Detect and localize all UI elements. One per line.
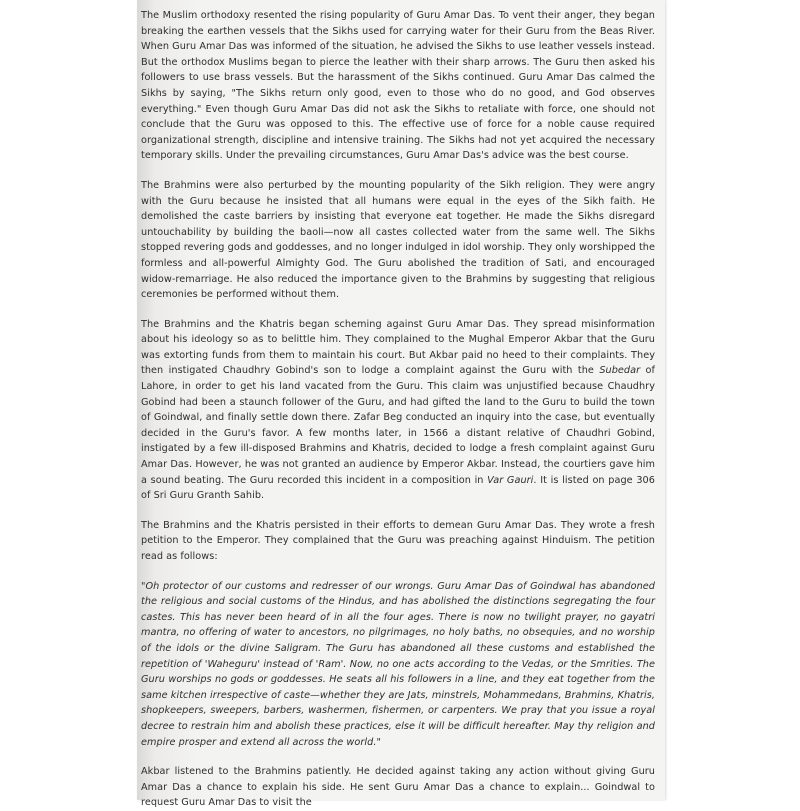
paragraph-brahmins-perturbed: The Brahmins were also perturbed by the mounting popularity of the Sikh religion. They were angry with the Guru because he insisted that all humans were equal in the eyes of the Sikh faith. He demolished the caste barriers by insisting that everyone eat together. He made the Sikhs disregard untouchability by building the baoli—now all castes collected water from the same well. The Sikhs stopped revering gods and goddesses, and no longer indulged in idol worship. They only worshipped the formless and all-powerful Almighty God. The Guru abolished the tradition of Sati, and encouraged widow-remarriage. He also reduced the importance given to the Brahmins by suggesting that religious ceremonies be performed without them. xyxy=(141,179,655,301)
text-run: The Brahmins and the Khatris began scheming against Guru Amar Das. They spread misinformation about his ideology so as to belittle him. They complained to the Mughal Emperor Akbar that the Guru was extorting funds from them to maintain his court. But Akbar paid no heed to their complaints. They then instigated Chaudhry Gobind's son to lodge a complaint against the Guru with the xyxy=(141,318,655,377)
page-text xyxy=(141,8,655,811)
paragraph-brahmins-khatris-scheming xyxy=(141,317,655,504)
paragraph-petition-intro: The Brahmins and the Khatris persisted in their efforts to demean Guru Amar Das. They wrote a fresh petition to the Emperor. They complained that the Guru was preaching against Hinduism. The petition read as follows: xyxy=(141,519,655,562)
paragraph-akbar-listened: Akbar listened to the Brahmins patiently. He decided against taking any action without giving Guru Amar Das a chance to explain his side. He sent Guru Amar Das a chance to explain... Goindwal to request Guru Amar Das to visit the xyxy=(141,766,655,809)
background xyxy=(0,0,137,800)
text-run: of Lahore, in order to get his land vacated from the Guru. This claim was unjustified because Chaudhry Gobind had been a staunch follower of the Guru, and had gifted the land to the Guru to build the town of Goindwal, and finally settle down there. Zafar Beg conducted an inquiry into the case, but eventually decided in the Guru's favor. A few months later, in 1566 a distant relative of Chaudhri Gobind, instigated by a few ill-disposed Brahmins and Khatris, decided to lodge a fresh complaint against Guru Amar Das. However, he was not granted an audience by Emperor Akbar. Instead, the courtiers gave him a sound beating. The Guru recorded this incident in a composition in xyxy=(141,365,655,486)
book-page xyxy=(137,0,665,809)
term-var-gauri: Var Gauri xyxy=(487,474,534,486)
text-run: . It is listed on page 306 of Sri Guru Granth Sahib. xyxy=(141,474,655,502)
term-subedar: Subedar xyxy=(599,365,641,377)
paragraph-muslim-orthodoxy: The Muslim orthodoxy resented the rising popularity of Guru Amar Das. To vent their anger, they began breaking the earthen vessels that the Sikhs used for carrying water for their Guru from the Beas River. When Guru Amar Das was informed of the situation, he advised the Sikhs to use leather vessels instead. But the orthodox Muslims began to pierce the leather with their sharp arrows. The Guru then asked his followers to use brass vessels. But the harassment of the Sikhs continued. Guru Amar Das calmed the Sikhs by saying, "The Sikhs return only good, even to those who do no good, and God observes everything." Even though Guru Amar Das did not ask the Sikhs to retaliate with force, one should not conclude that the Guru was opposed to this. The effective use of force for a noble cause required organizational strength, discipline and intensive training. The Sikhs had not yet acquired the necessary temporary skills. Under the prevailing circumstances, Guru Amar Das's advice was the best course. xyxy=(141,10,655,162)
petition-quote: "Oh protector of our customs and redresser of our wrongs. Guru Amar Das of Goindwal has abandoned the religious and social customs of the Hindus, and has abolished the distinctions segregating the four castes. This has never been heard of in all the four ages. There is now no twilight prayer, no gayatri mantra, no offering of water to ancestors, no pilgrimages, no holy baths, no obsequies, and no worship of the idols or the divine Saligram. The Guru has abandoned all these customs and established the repetition of 'Waheguru' instead of 'Ram'. Now, no one acts according to the Vedas, or the Smrities. The Guru worships no gods or goddesses. He seats all his followers in a line, and they eat together from the same kitchen irrespective of caste—whether they are Jats, minstrels, Mohammedans, Brahmins, Khatris, shopkeepers, sweepers, barbers, washermen, fishermen, or carpenters. We pray that you issue a royal decree to restrain him and abolish these practices, else it will be difficult hereafter. May thy religion and empire prosper and extend all across the world." xyxy=(141,580,655,748)
